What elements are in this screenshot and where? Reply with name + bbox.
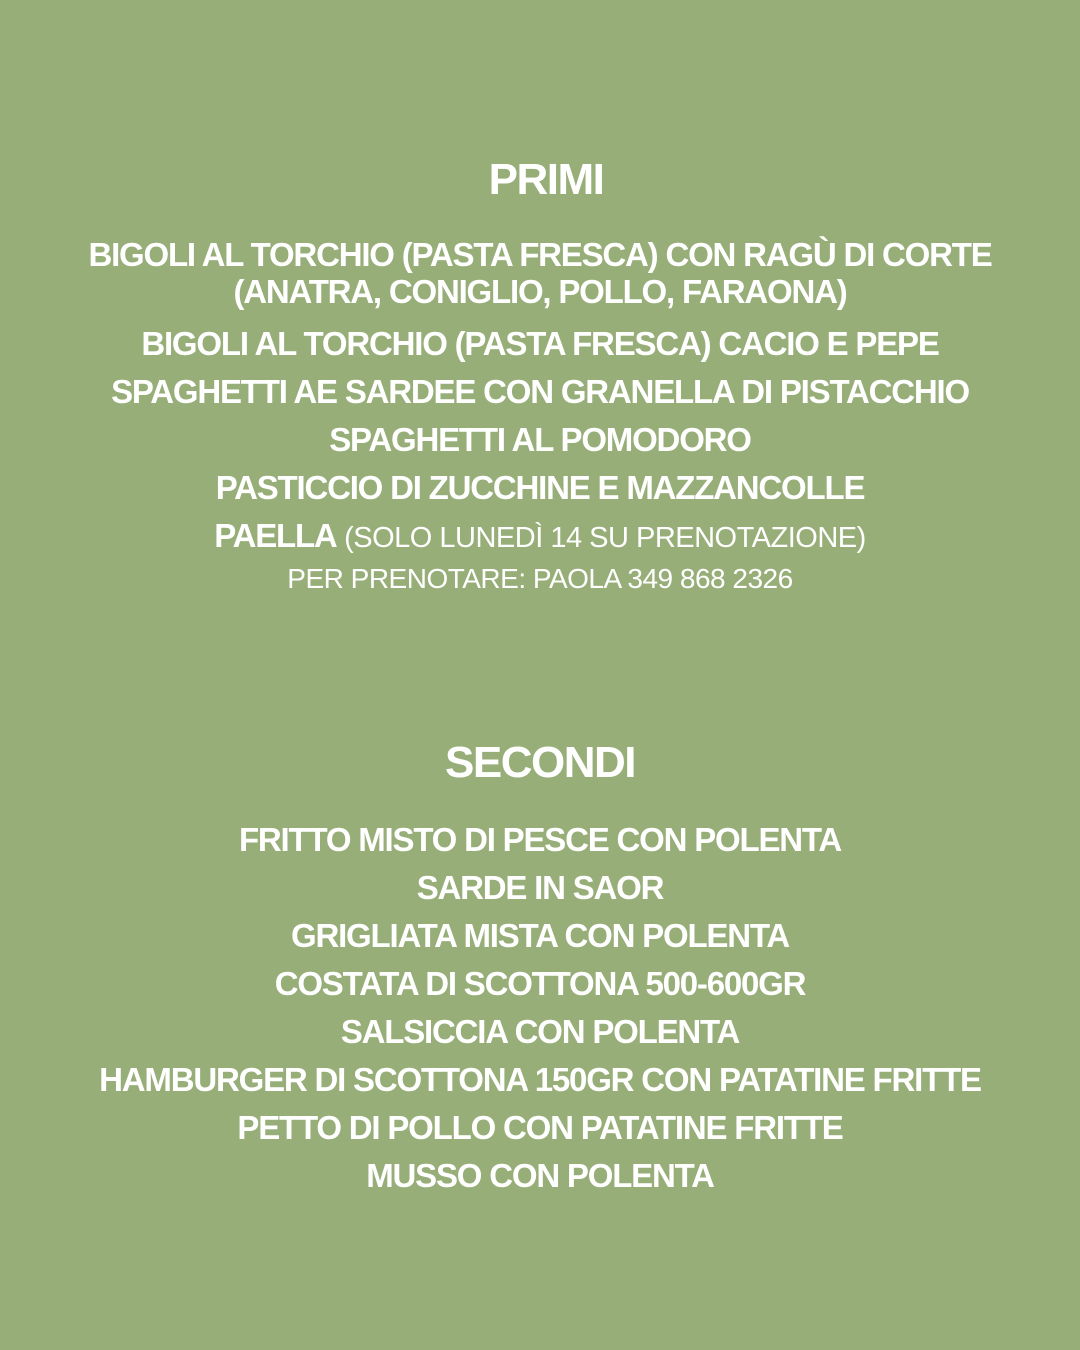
menu-item: BIGOLI AL TORCHIO (PASTA FRESCA) CACIO E PEPE bbox=[141, 325, 939, 362]
primi-title: PRIMI bbox=[488, 155, 604, 204]
menu-item: SARDE IN SAOR bbox=[416, 869, 664, 906]
menu-item: PETTO DI POLLO CON PATATINE FRITTE bbox=[237, 1109, 843, 1146]
primi-list bbox=[0, 236, 1080, 596]
menu-item: BIGOLI AL TORCHIO (PASTA FRESCA) CON RAGÙ DI CORTE (ANATRA, CONIGLIO, POLLO, FARAONA) bbox=[88, 236, 992, 310]
menu-item: SPAGHETTI AL POMODORO bbox=[329, 421, 751, 458]
paella-name: PAELLA bbox=[214, 517, 337, 554]
menu-item: PASTICCIO DI ZUCCHINE E MAZZANCOLLE bbox=[215, 469, 865, 506]
menu-item: SALSICCIA CON POLENTA bbox=[340, 1013, 740, 1050]
menu-item: SPAGHETTI AE SARDEE CON GRANELLA DI PISTACCHIO bbox=[111, 373, 969, 410]
booking-phone: PER PRENOTARE: PAOLA 349 868 2326 bbox=[287, 563, 793, 594]
menu-item: COSTATA DI SCOTTONA 500-600GR bbox=[274, 965, 806, 1002]
menu-item: FRITTO MISTO DI PESCE CON POLENTA bbox=[238, 821, 842, 858]
menu-item: GRIGLIATA MISTA CON POLENTA bbox=[290, 917, 789, 954]
paella-item bbox=[0, 512, 1080, 562]
paella-note: (SOLO LUNEDÌ 14 SU PRENOTAZIONE) bbox=[336, 522, 866, 554]
secondi-title: SECONDI bbox=[445, 738, 635, 787]
secondi-list bbox=[0, 816, 1080, 1200]
menu-item: HAMBURGER DI SCOTTONA 150GR CON PATATINE FRITTE bbox=[99, 1061, 981, 1098]
menu-item: MUSSO CON POLENTA bbox=[366, 1157, 714, 1194]
